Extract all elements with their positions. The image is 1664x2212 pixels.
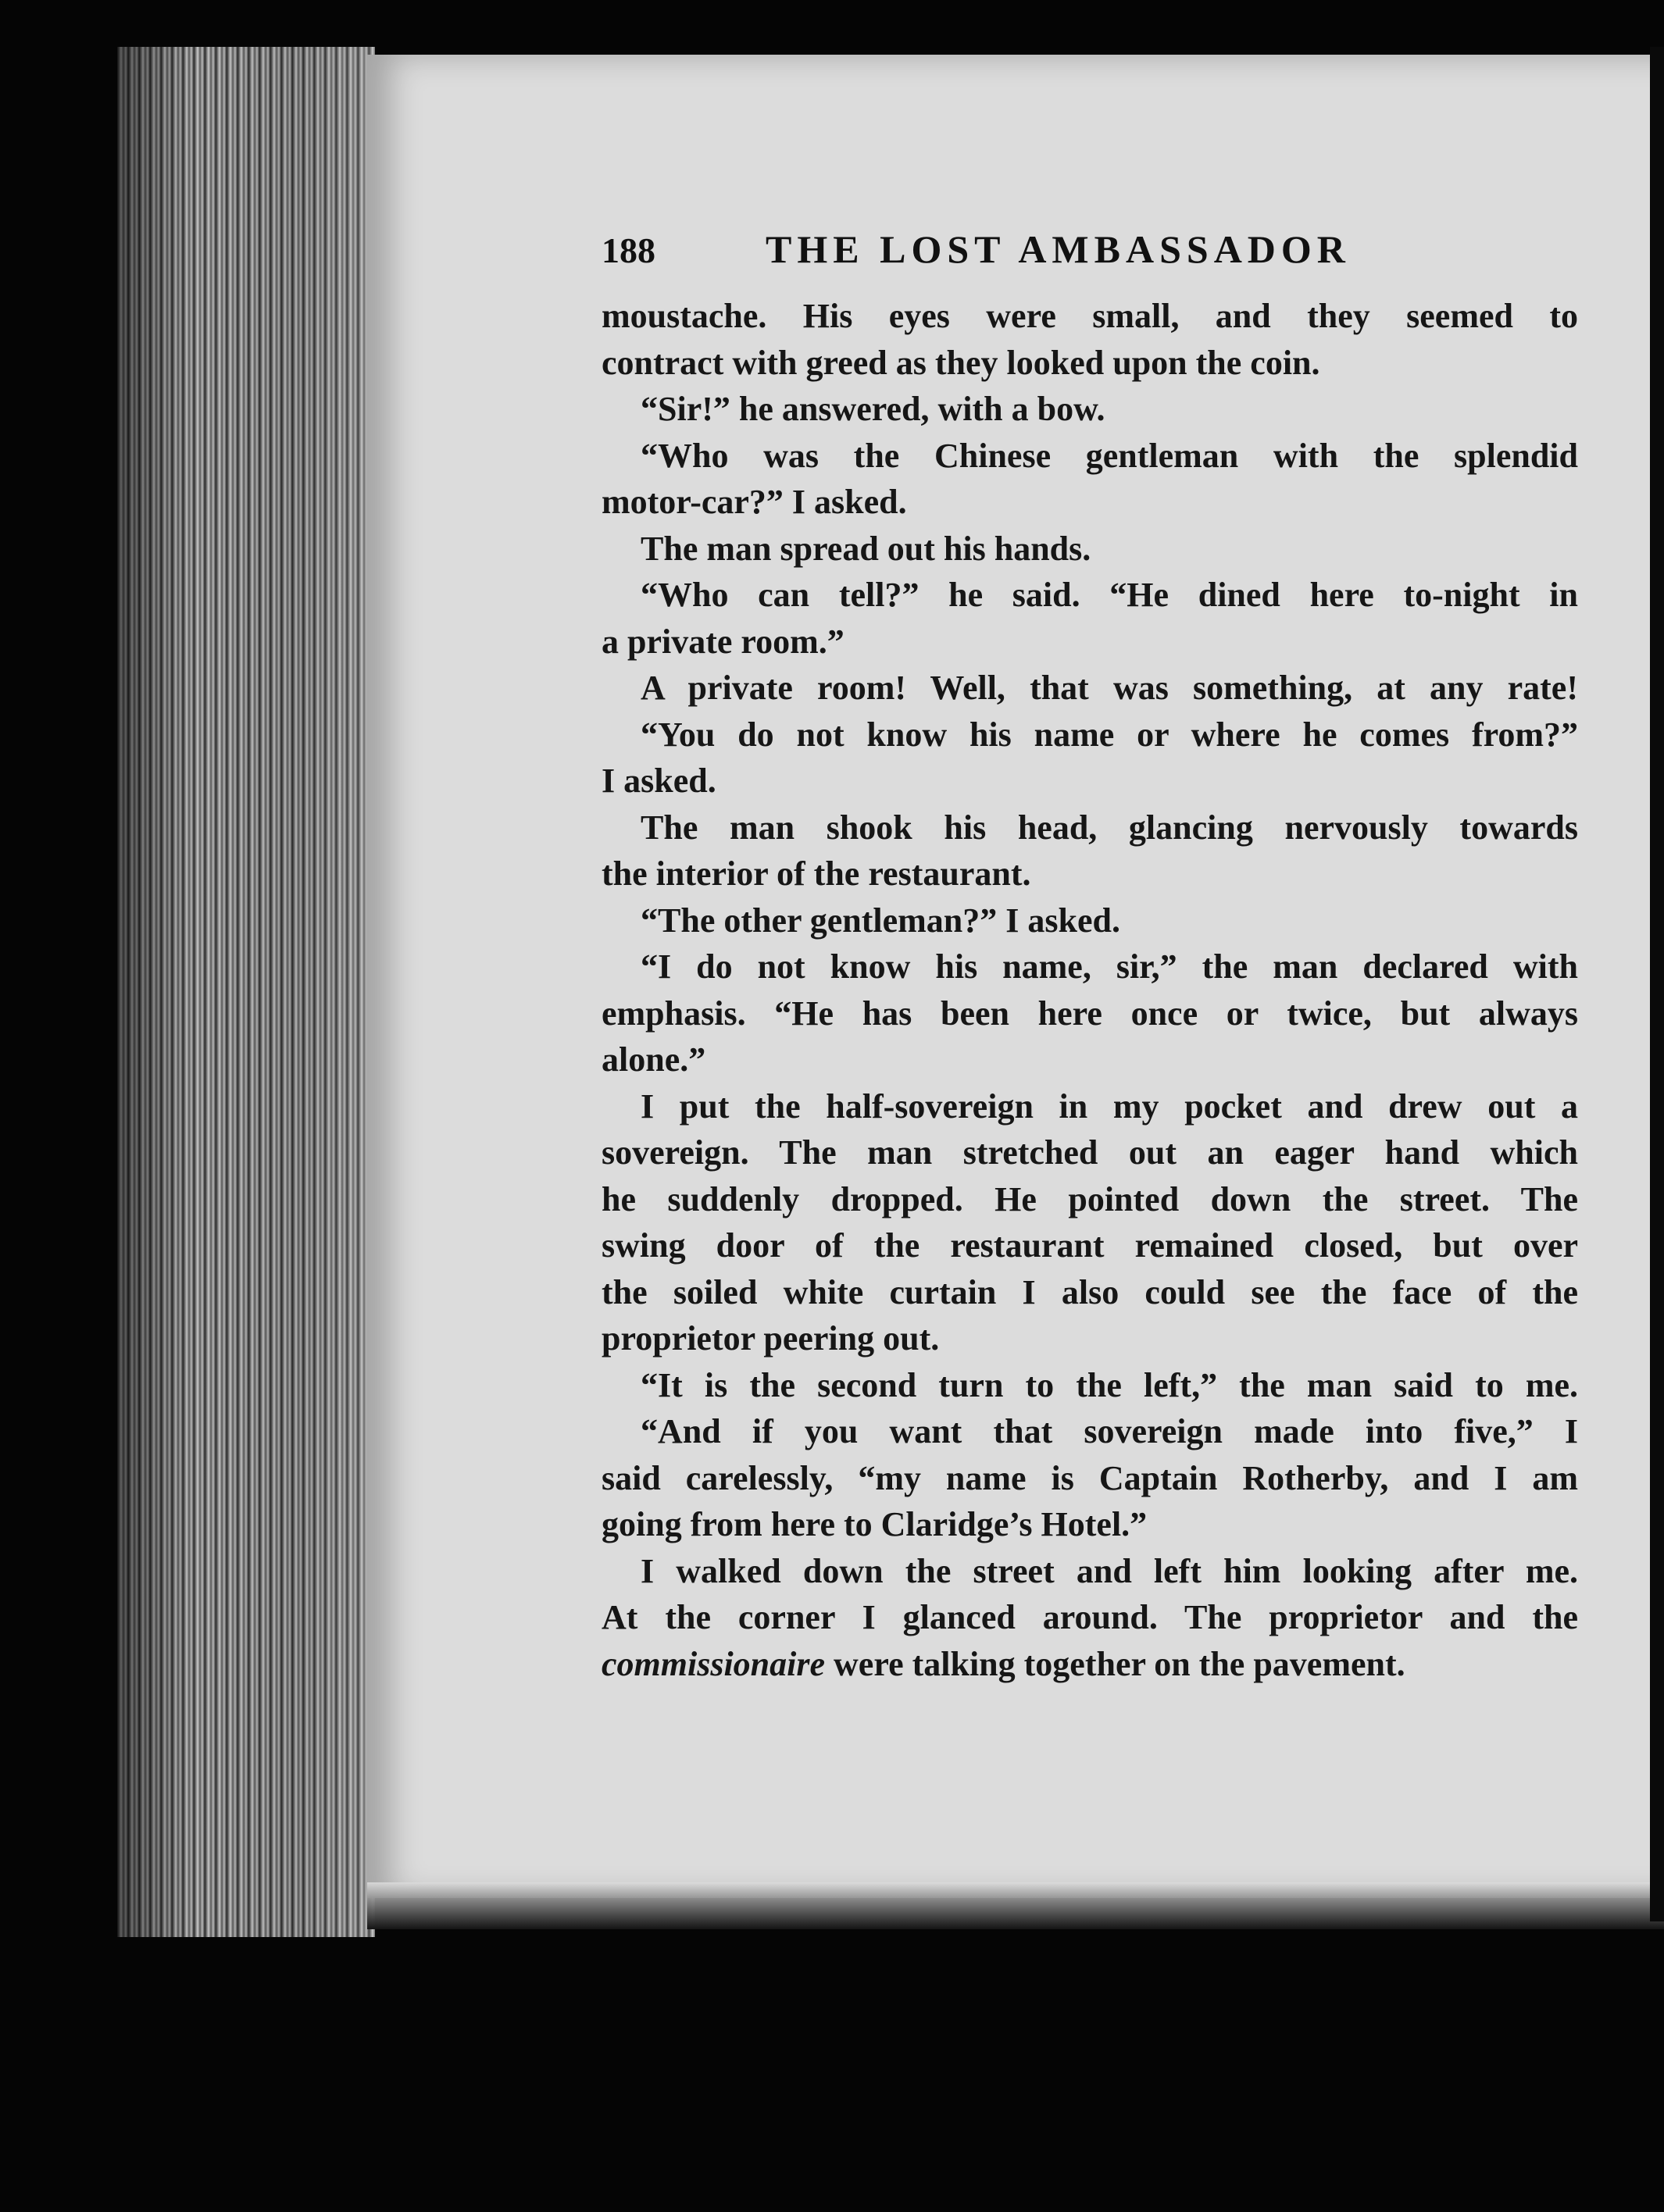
text-line <box>602 572 1578 619</box>
scan-right-edge <box>1650 47 1664 1921</box>
book-title-header: THE LOST AMBASSADOR <box>766 227 1351 271</box>
text-line-content: proprietor peering out. <box>602 1319 940 1358</box>
text-line-content: I put the half-sovereign in my pocket and drew out a <box>641 1086 1578 1126</box>
text-line-content: contract with greed as they looked upon the coin. <box>602 343 1320 382</box>
text-line <box>602 1548 1578 1595</box>
text-line-content: The man shook his head, glancing nervously towards <box>641 808 1578 847</box>
text-line <box>602 1176 1578 1223</box>
text-line-content: he suddenly dropped. He pointed down the street. The <box>602 1179 1578 1218</box>
text-line <box>602 433 1578 480</box>
text-line <box>602 851 1578 897</box>
text-line <box>602 805 1578 851</box>
text-line-content: “The other gentleman?” I asked. <box>641 901 1120 940</box>
text-line-content: “Sir!” he answered, with a bow. <box>641 390 1105 428</box>
text-line-content: “It is the second turn to the left,” the man said to me. <box>641 1365 1578 1404</box>
text-line <box>602 1501 1578 1548</box>
text-line <box>602 340 1578 387</box>
text-line <box>602 1641 1578 1688</box>
text-line-content: “And if you want that sovereign made into five,” I <box>641 1412 1578 1450</box>
text-line <box>602 944 1578 990</box>
text-line-content: I asked. <box>602 762 716 800</box>
text-line <box>602 1129 1578 1176</box>
page-bottom-shadow <box>367 1882 1664 1929</box>
text-line <box>602 1408 1578 1455</box>
text-line-content: I walked down the street and left him looking after me. <box>641 1551 1578 1590</box>
text-line <box>602 1222 1578 1269</box>
italic-word: commissionaire <box>602 1644 826 1683</box>
text-line <box>602 526 1578 573</box>
text-line-content: the interior of the restaurant. <box>602 854 1031 893</box>
page-number: 188 <box>602 230 655 270</box>
text-line <box>602 758 1578 805</box>
text-line-content: were talking together on the pavement. <box>825 1644 1405 1683</box>
book-page-edges <box>117 47 375 1937</box>
body-text <box>602 293 1578 1687</box>
text-line <box>602 1269 1578 1316</box>
text-line-content: emphasis. “He has been here once or twice, but always <box>602 994 1578 1033</box>
text-line-content: “Who can tell?” he said. “He dined here to-night in <box>641 576 1578 614</box>
text-line <box>602 619 1578 665</box>
text-line-content: A private room! Well, that was something, at any rate! <box>641 669 1578 707</box>
text-line-content: The man spread out his hands. <box>641 529 1091 568</box>
text-line <box>602 712 1578 758</box>
text-line-content: the soiled white curtain I also could see the face of the <box>602 1272 1578 1311</box>
text-line-content: moustache. His eyes were small, and they seemed to <box>602 297 1578 335</box>
text-line-content: “You do not know his name or where he comes from?” <box>641 715 1578 754</box>
text-line <box>602 386 1578 433</box>
text-line-content: motor-car?” I asked. <box>602 483 907 521</box>
text-line <box>602 665 1578 712</box>
running-head <box>602 227 1430 272</box>
text-line <box>602 1083 1578 1130</box>
text-line <box>602 293 1578 340</box>
text-line <box>602 1362 1578 1409</box>
text-line-content: alone.” <box>602 1040 706 1079</box>
text-line <box>602 897 1578 944</box>
text-line-content: swing door of the restaurant remained closed, but over <box>602 1226 1578 1265</box>
text-line-content: At the corner I glanced around. The proprietor and the <box>602 1598 1578 1636</box>
text-line <box>602 1036 1578 1083</box>
text-line <box>602 1594 1578 1641</box>
text-line-content: “I do not know his name, sir,” the man declared with <box>641 947 1578 986</box>
text-line <box>602 479 1578 526</box>
text-line <box>602 990 1578 1037</box>
text-line <box>602 1315 1578 1362</box>
text-line-content: “Who was the Chinese gentleman with the splendid <box>641 436 1578 475</box>
text-line <box>602 1455 1578 1502</box>
text-line-content: sovereign. The man stretched out an eager hand which <box>602 1133 1578 1172</box>
text-line-content: said carelessly, “my name is Captain Rotherby, and I am <box>602 1458 1578 1497</box>
text-line-content: going from here to Claridge’s Hotel.” <box>602 1505 1148 1543</box>
text-line-content: a private room.” <box>602 622 844 661</box>
